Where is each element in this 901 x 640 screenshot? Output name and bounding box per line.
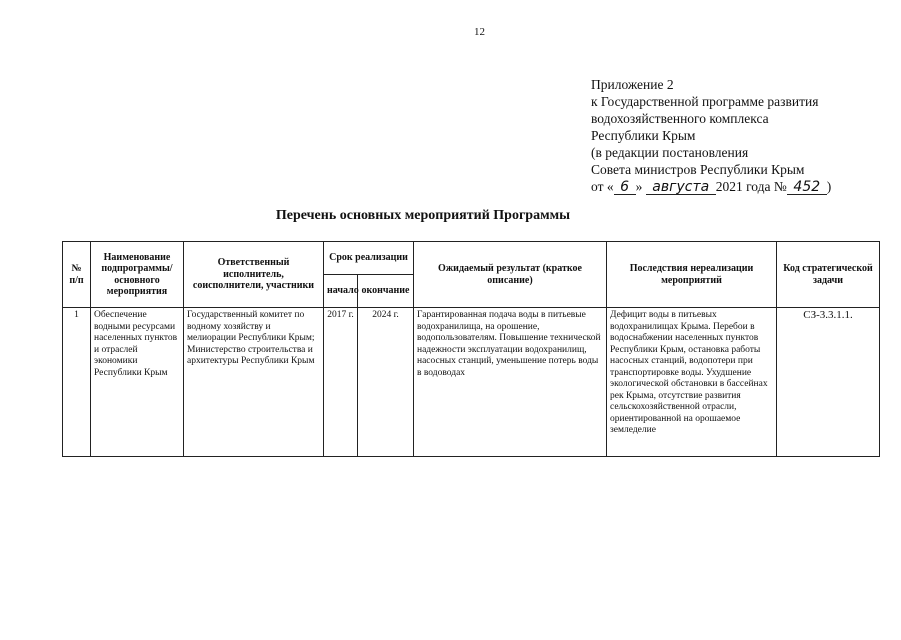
appendix-line: Республики Крым: [591, 128, 696, 143]
cell-name: Обеспечение водными ресурсами населенных пунктов и отраслей экономики Республики Крым: [91, 308, 184, 457]
header-result: Ожидаемый результат (краткое описание): [414, 242, 607, 308]
header-consequences: Последствия нереализации мероприятий: [607, 242, 777, 308]
appendix-line: к Государственной программе развития: [591, 94, 819, 109]
table-header-row: [63, 242, 880, 275]
table-row: [63, 308, 880, 457]
appendix-header: [591, 76, 831, 195]
cell-end: 2024 г.: [358, 308, 414, 457]
measures-table: [62, 241, 880, 457]
cell-consequences: Дефицит воды в питьевых водохранилищах Крыма. Перебои в водоснабжении населенных пунктов Республики Крым, остановка работы насосных станций, водопотери при транспортировке воды. Ухудшение экологической обстановки в бассейнах рек Крыма, отсутствие развития сельскохозяйственной отрасли, ориентированной на орошаемое земледелие: [607, 308, 777, 457]
appendix-line: Совета министров Республики Крым: [591, 162, 805, 177]
handwritten-month: августа: [646, 180, 716, 195]
header-code: Код стратегической задачи: [777, 242, 880, 308]
appendix-line: Приложение 2: [591, 77, 674, 92]
header-start: начало: [324, 275, 358, 308]
header-executor: Ответственный исполнитель, соисполнители, участники: [184, 242, 324, 308]
cell-num: 1: [63, 308, 91, 457]
appendix-line: (в редакции постановления: [591, 145, 749, 160]
cell-code: СЗ-3.3.1.1.: [777, 308, 880, 457]
appendix-date-line: [591, 178, 831, 195]
date-mid: »: [635, 179, 643, 194]
date-prefix: от «: [591, 179, 614, 194]
header-end: окончание: [358, 275, 414, 308]
header-num: № п/п: [63, 242, 91, 308]
handwritten-day: 6: [614, 180, 636, 195]
handwritten-number: 452: [787, 180, 827, 195]
header-name: Наименование подпрограммы/ основного мероприятия: [91, 242, 184, 308]
document-title: Перечень основных мероприятий Программы: [275, 208, 571, 223]
cell-result: Гарантированная подача воды в питьевые водохранилища, на орошение, водопользователям. Повышение технической надежности эксплуатации водохранилищ, насосных станций, уменьшение потерь воды в водоводах: [414, 308, 607, 457]
cell-executor: Государственный комитет по водному хозяйству и мелиорации Республики Крым; Министерство строительства и архитектуры Республики Крым: [184, 308, 324, 457]
date-suffix: ): [826, 179, 832, 194]
page-number: 12: [474, 26, 485, 38]
date-year: 2021 года №: [715, 179, 787, 194]
appendix-line: водохозяйственного комплекса: [591, 111, 769, 126]
cell-start: 2017 г.: [324, 308, 358, 457]
header-period: Срок реализации: [324, 242, 414, 275]
